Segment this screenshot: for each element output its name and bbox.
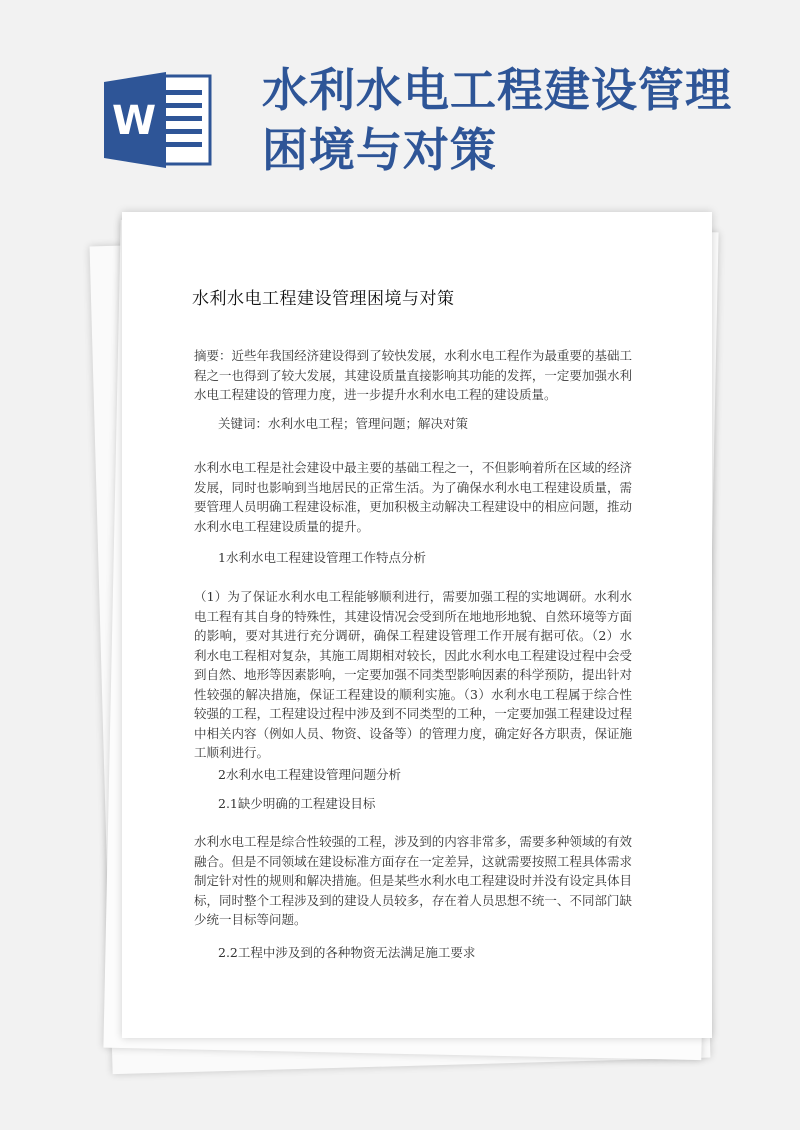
section-2-1-body: 水利水电工程是综合性较强的工程，涉及到的内容非常多，需要多种领域的有效融合。但是不同领域在建设标准方面存在一定差异，这就需要按照工程具体需求制定针对性的规则和解决措施。但是某些水利水电工程建设时并没有设定具体目标，同时整个工程涉及到的建设人员较多，存在着人员思想不统一、不同部门缺少统一目标等问题。 (194, 834, 632, 927)
section-2-2-heading: 2.2工程中涉及到的各种物资无法满足施工要求 (218, 945, 476, 960)
abstract-paragraph: 摘要：近些年我国经济建设得到了较快发展，水利水电工程作为最重要的基础工程之一也得到了较大发展，其建设质量直接影响其功能的发挥，一定要加强水利水电工程建设的管理力度，进一步提升水利水电工程的建设质量。 (194, 348, 632, 402)
document-page (122, 212, 712, 1038)
section-1-heading: 1水利水电工程建设管理工作特点分析 (218, 550, 426, 565)
page-headline (262, 60, 762, 180)
word-document-icon (104, 72, 216, 168)
headline-line-1: 水利水电工程建设管理 (262, 63, 732, 117)
section-1-body: （1）为了保证水利水电工程能够顺利进行，需要加强工程的实地调研。水利水电工程有其自身的特殊性，其建设情况会受到所在地地形地貌、自然环境等方面的影响，要对其进行充分调研，确保工程建设管理工作开展有据可依。（2）水利水电工程相对复杂，其施工周期相对较长，因此水利水电工程建设过程中会受到自然、地形等因素影响，一定要加强不同类型影响因素的科学预防，提出针对性较强的解决措施，保证工程建设的顺利实施。（3）水利水电工程属于综合性较强的工程，工程建设过程中涉及到不同类型的工种，一定要加强工程建设过程中相关内容（例如人员、物资、设备等）的管理力度，确定好各方职责，保证施工顺利进行。 (194, 589, 632, 760)
document-title: 水利水电工程建设管理困境与对策 (192, 289, 455, 309)
keywords-line: 关键词：水利水电工程；管理问题；解决对策 (218, 416, 469, 431)
intro-paragraph: 水利水电工程是社会建设中最主要的基础工程之一，不但影响着所在区域的经济发展，同时也影响到当地居民的正常生活。为了确保水利水电工程建设质量，需要管理人员明确工程建设标准，更加积极主动解决工程建设中的相应问题，推动水利水电工程建设质量的提升。 (194, 460, 632, 534)
logo-letter: W (111, 98, 157, 144)
section-2-1-heading: 2.1缺少明确的工程建设目标 (218, 796, 376, 811)
section-2-heading: 2水利水电工程建设管理问题分析 (218, 767, 401, 782)
headline-line-2: 困境与对策 (262, 123, 497, 177)
